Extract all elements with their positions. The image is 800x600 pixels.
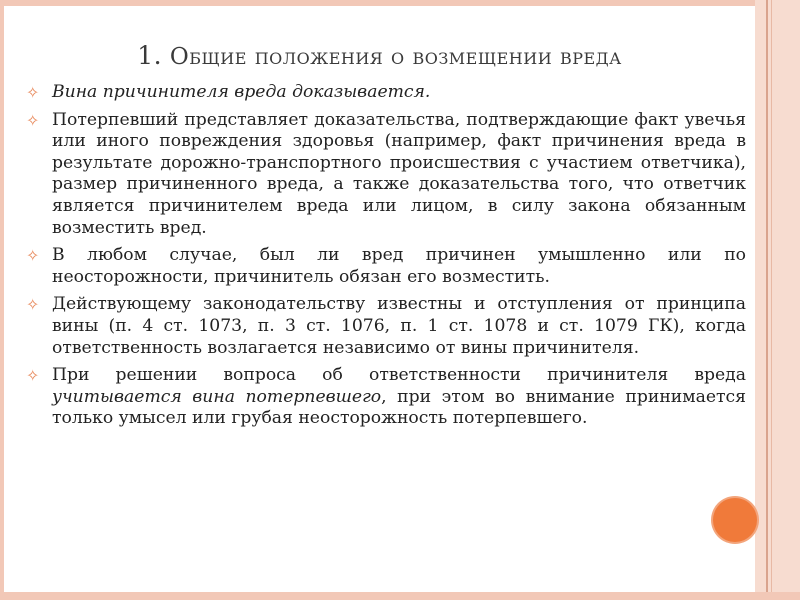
bullet-item: [24, 365, 746, 430]
decorative-circle-icon: [713, 498, 757, 542]
bullet-text-italic: учитывается вина потерпевшего: [52, 386, 382, 407]
title-number: 1.: [137, 41, 163, 70]
bullet-text: Вина причинителя вреда доказывается.: [52, 82, 431, 102]
bullet-marker-icon: ✧: [26, 83, 40, 102]
bullet-marker-icon: ✧: [26, 110, 40, 130]
bullet-marker-icon: ✧: [26, 295, 40, 315]
bullet-marker-icon: ✧: [26, 366, 40, 386]
bullet-list: [24, 82, 746, 436]
bullet-text: Потерпевший представляет доказательства, подтверждающие факт увечья или иного повреждения здоровья (например, факт причинения вреда в результате дорожно-транспортного происшествия с участием ответчика), размер причиненного вреда, а также доказательства того, что ответчик является причинителем вреда или лицом, в силу закона обязанным возместить вред.: [52, 109, 746, 238]
title-text: Общие положения о возмещении вреда: [169, 44, 622, 70]
bullet-text-before: При решении вопроса об ответственности причинителя вреда: [52, 365, 746, 386]
slide-title: [4, 41, 755, 70]
bullet-text-after: , при этом во внимание принимается только умысел или грубая неосторожность потерпевшего.: [52, 386, 746, 429]
bullet-item: [24, 110, 746, 240]
bullet-item: [24, 82, 746, 104]
bullet-item: [24, 245, 746, 288]
frame-right-line: [766, 0, 768, 600]
bullet-marker-icon: ✧: [26, 246, 40, 266]
bullet-text: Действующему законодательству известны и отступления от принципа вины (п. 4 ст. 1073, п. 3 ст. 1076, п. 1 ст. 1078 и ст. 1079 ГК), когда ответственность возлагается независимо от вины причинителя.: [52, 294, 746, 358]
bullet-item: [24, 294, 746, 359]
slide: [4, 6, 755, 592]
bullet-text: В любом случае, был ли вред причинен умышленно или по неосторожности, причинитель обязан его возместить.: [52, 245, 746, 287]
frame-right-line-inner: [771, 0, 772, 600]
frame-right-band: [755, 0, 800, 600]
frame-bottom: [0, 592, 800, 600]
